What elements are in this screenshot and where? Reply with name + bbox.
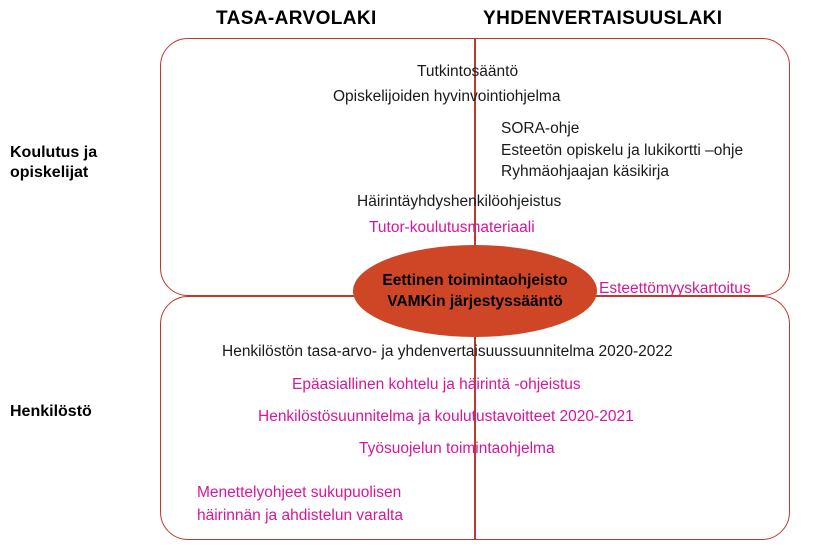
item-opiskelijoiden-hyvinvointiohjelma: Opiskelijoiden hyvinvointiohjelma: [333, 88, 561, 105]
ellipse-line-1: Eettinen toimintaohjeisto: [382, 272, 568, 289]
item-esteettomyyskartoitus: Esteettömyyskartoitus: [599, 280, 751, 297]
item-menettelyohjeet-line-1: Menettelyohjeet sukupuolisen: [197, 484, 402, 501]
item-tutkintosaanto: Tutkintosääntö: [417, 63, 519, 80]
item-ryhmaohjaajan-kasikirja: Ryhmäohjaajan käsikirja: [501, 163, 669, 180]
column-header-tasa-arvolaki: TASA-ARVOLAKI: [216, 8, 377, 29]
item-esteeton-opiskelu: Esteetön opiskelu ja lukikortti –ohje: [501, 142, 744, 159]
ellipse-line-2: VAMKin järjestyssääntö: [387, 293, 563, 310]
item-tyosuojelun-toimintaohjelma: Työsuojelun toimintaohjelma: [359, 440, 555, 457]
row-label-henkilosto: Henkilöstö: [10, 403, 92, 420]
item-henkiloston-tasa-arvo-suunnitelma: Henkilöstön tasa-arvo- ja yhdenvertaisuussuunnitelma 2020-2022: [222, 343, 673, 360]
item-sora-ohje: SORA-ohje: [501, 120, 580, 137]
row-label-koulutus-ja-opiskelijat: [10, 143, 160, 183]
item-hairintayhdyshenkilohjeistus: Häirintäyhdyshenkilöohjeistus: [357, 193, 562, 210]
item-tutor-koulutusmateriaali: Tutor-koulutusmateriaali: [369, 219, 535, 236]
item-menettelyohjeet-line-2: häirinnän ja ahdistelun varalta: [197, 507, 403, 524]
column-header-yhdenvertaisuuslaki: YHDENVERTAISUUSLAKI: [483, 8, 723, 29]
row-label-line-2: opiskelijat: [10, 164, 89, 181]
row-label-line-1: Koulutus ja: [10, 144, 98, 161]
item-henkilostosuunnitelma: Henkilöstösuunnitelma ja koulutustavoitteet 2020-2021: [258, 408, 634, 425]
center-ellipse: [353, 245, 597, 337]
item-epaasiallinen-kohtelu: Epäasiallinen kohtelu ja häirintä -ohjeistus: [292, 376, 581, 393]
